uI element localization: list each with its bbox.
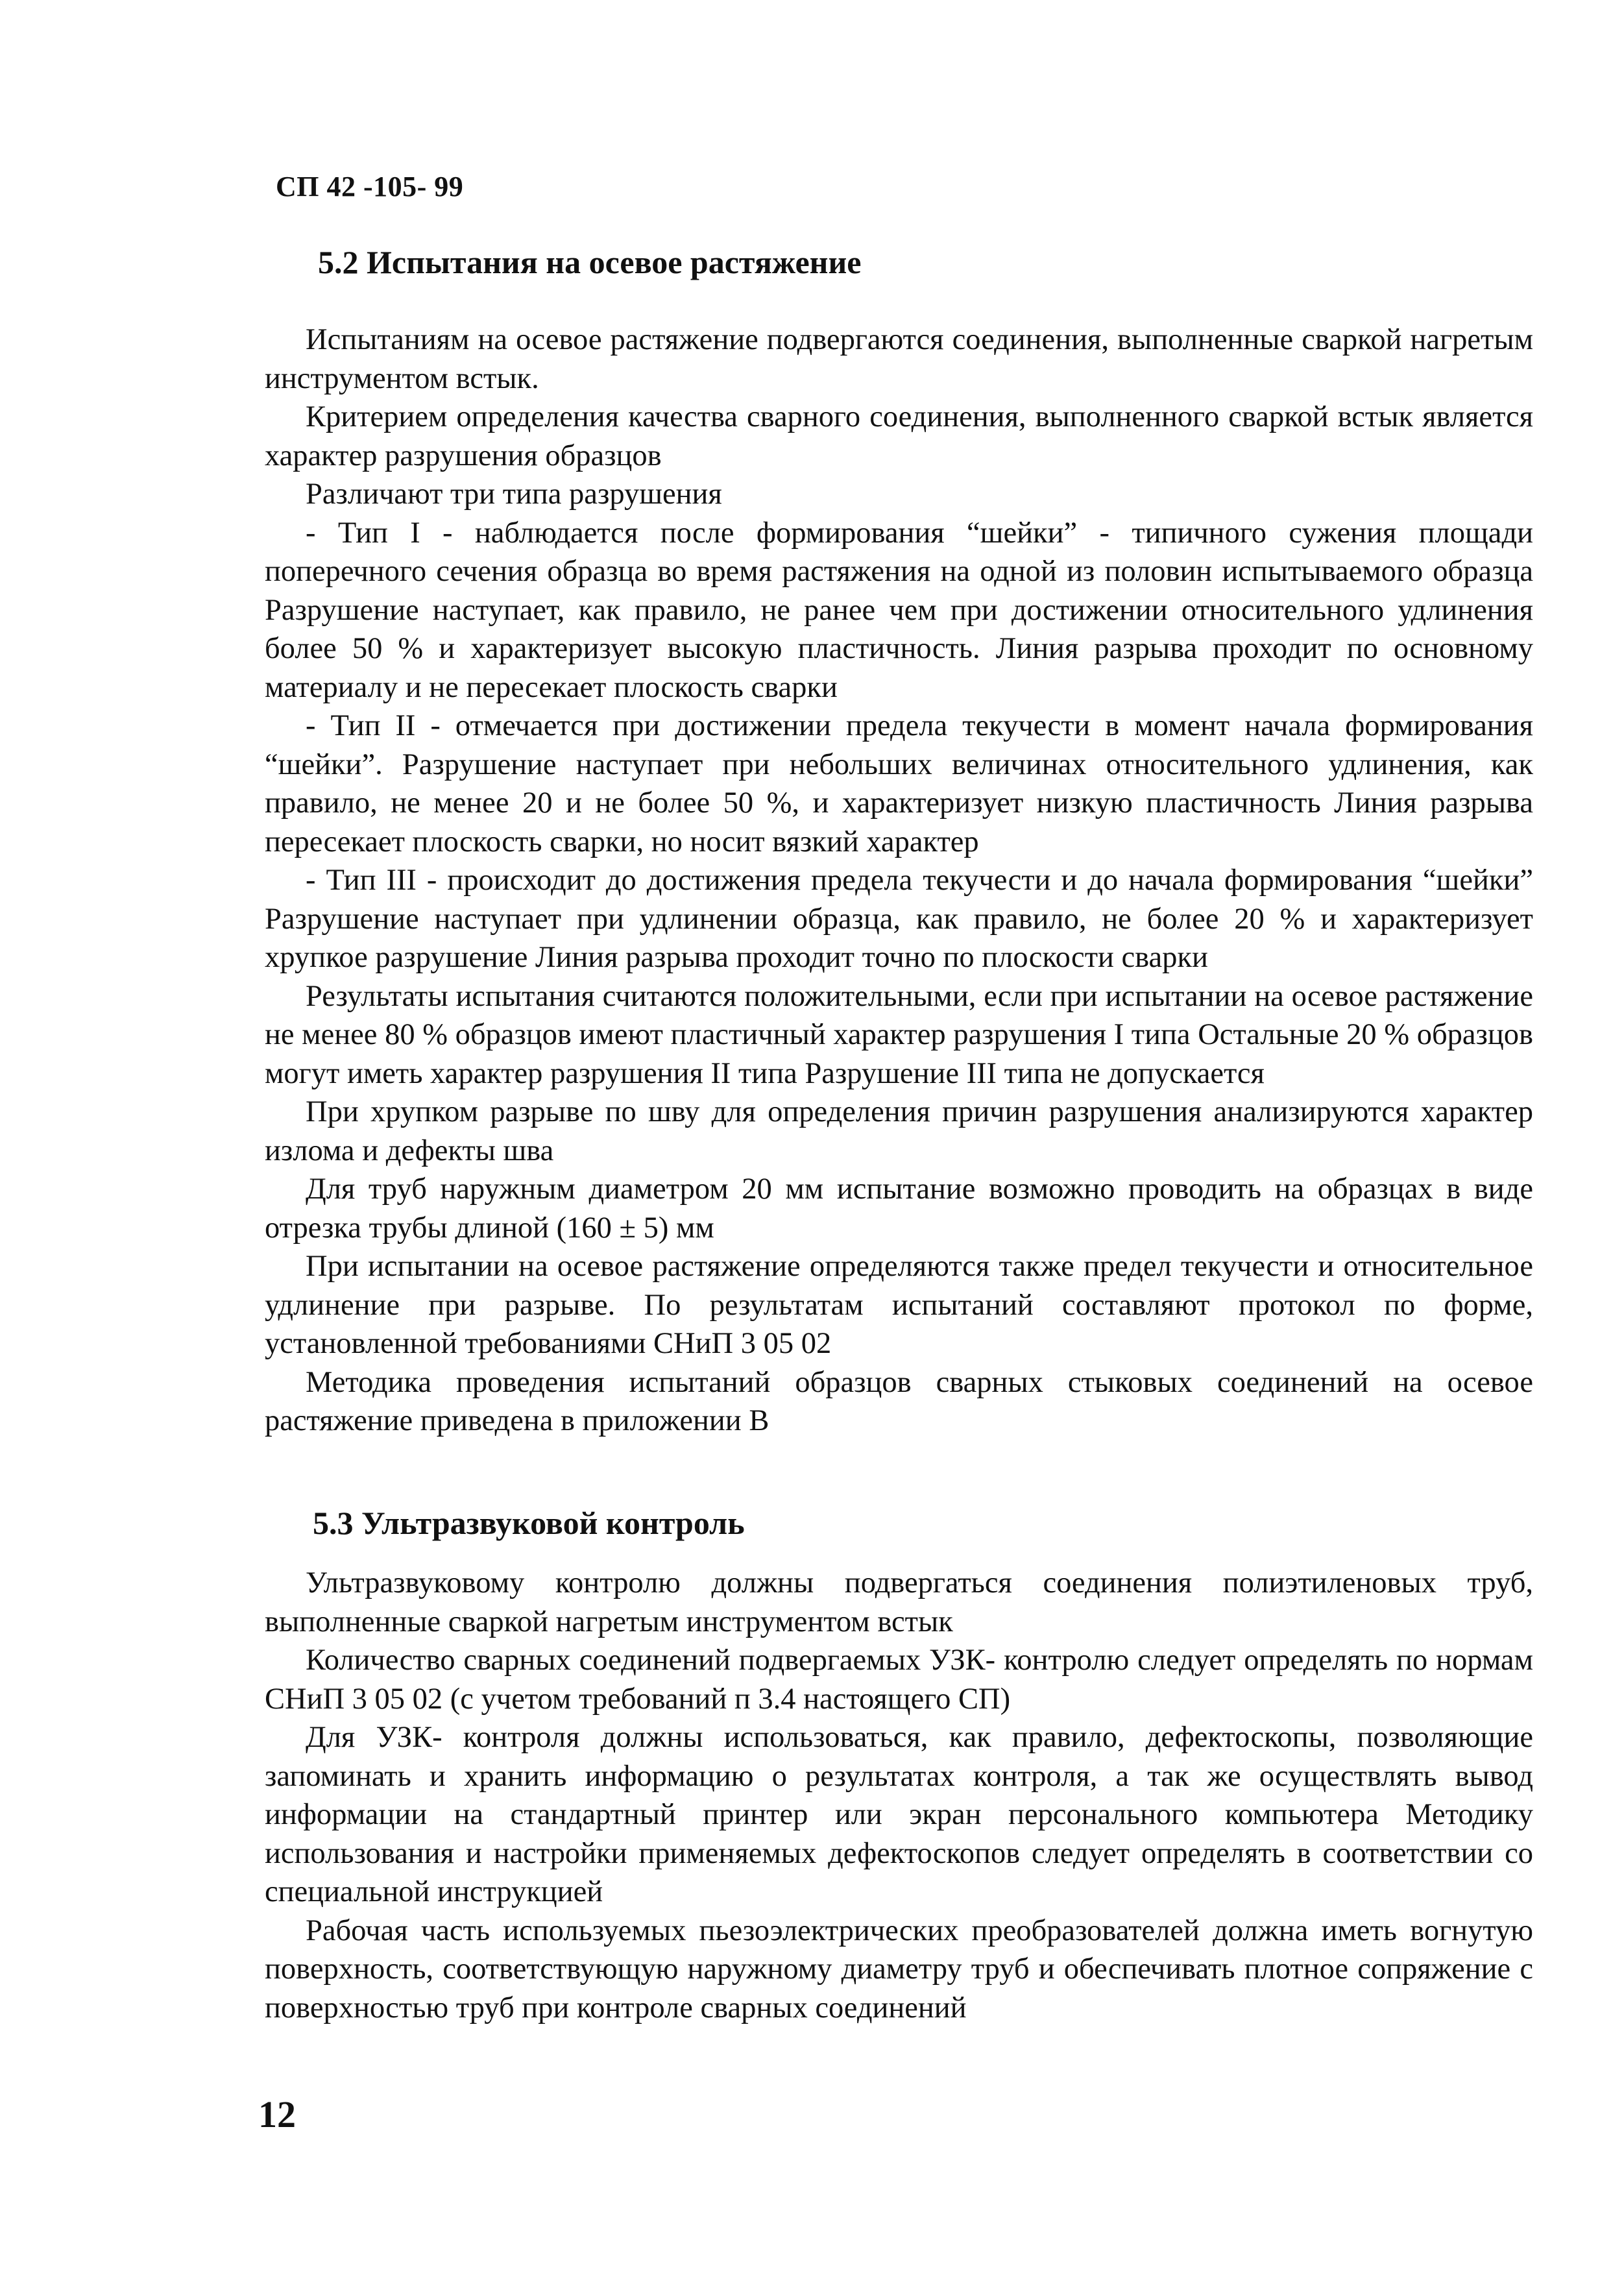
paragraph: Ультразвуковому контролю должны подвергаться соединения полиэтиленовых труб, выполненные сваркой нагретым инструментом встык [265,1566,1533,1638]
section-5-3-heading: 5.3 Ультразвуковой контроль [313,1505,745,1541]
paragraph: Для труб наружным диаметром 20 мм испытание возможно проводить на образцах в виде отрезка трубы длиной (160 ± 5) мм [265,1173,1533,1245]
section-5-2-body [265,321,1533,1441]
section-5-3-body [265,1564,1533,2027]
paragraph: При испытании на осевое растяжение определяются также предел текучести и относительное удлинение при разрыве. По результатам испытаний составляют протокол по форме, установленной требованиями СНиП 3 05 02 [265,1250,1533,1360]
paragraph: Рабочая часть используемых пьезоэлектрических преобразователей должна иметь вогнутую поверхность, соответствующую наружному диаметру труб и обеспечивать плотное сопряжение с поверхностью труб при контроле сварных соединений [265,1914,1533,2025]
paragraph: Методика проведения испытаний образцов сварных стыковых соединений на осевое растяжение приведена в приложении В [265,1365,1533,1437]
paragraph: Количество сварных соединений подвергаемых УЗК- контролю следует определять по нормам СНиП 3 05 02 (с учетом требований п 3.4 настоящего СП) [265,1644,1533,1716]
document-code: СП 42 -105- 99 [276,171,464,202]
page-number: 12 [258,2093,296,2135]
section-5-2-heading: 5.2 Испытания на осевое растяжение [318,244,862,280]
paragraph: - Тип I - наблюдается после формирования “шейки” - типичного сужения площади поперечного сечения образца во время растяжения на одной из половин испытываемого образца Разрушение наступает, как правило, не ранее чем при достижении относительного удлинения более 50 % и характеризует высокую пластичность. Линия разрыва проходит по основному материалу и не пересекает плоскость сварки [265,516,1533,704]
paragraph: При хрупком разрыве по шву для определения причин разрушения анализируются характер излома и дефекты шва [265,1095,1533,1167]
paragraph: Различают три типа разрушения [306,478,722,511]
paragraph: Критерием определения качества сварного соединения, выполненного сваркой встык является характер разрушения образцов [265,400,1533,472]
paragraph: - Тип III - происходит до достижения предела текучести и до начала формирования “шейки” Разрушение наступает при удлинении образца, как правило, не более 20 % и характеризует хрупкое разрушение Линия разрыва проходит точно по плоскости сварки [265,864,1533,974]
paragraph: Результаты испытания считаются положительными, если при испытании на осевое растяжение не менее 80 % образцов имеют пластичный характер разрушения I типа Остальные 20 % образцов могут иметь характер разрушения II типа Разрушение III типа не допускается [265,979,1533,1090]
paragraph: Для УЗК- контроля должны использоваться, как правило, дефектоскопы, позволяющие запоминать и хранить информацию о результатах контроля, а так же осуществлять вывод информации на стандартный принтер или экран персонального компьютера Методику использования и настройки применяемых дефектоскопов следует определять в соответствии со специальной инструкцией [265,1721,1533,1908]
paragraph: - Тип II - отмечается при достижении предела текучести в момент начала формирования “шейки”. Разрушение наступает при небольших величинах относительного удлинения, как правило, не менее 20 и не более 50 %, и характеризует низкую пластичность Линия разрыва пересекает плоскость сварки, но носит вязкий характер [265,709,1533,858]
paragraph: Испытаниям на осевое растяжение подвергаются соединения, выполненные сваркой нагретым инструментом встык. [265,323,1533,395]
